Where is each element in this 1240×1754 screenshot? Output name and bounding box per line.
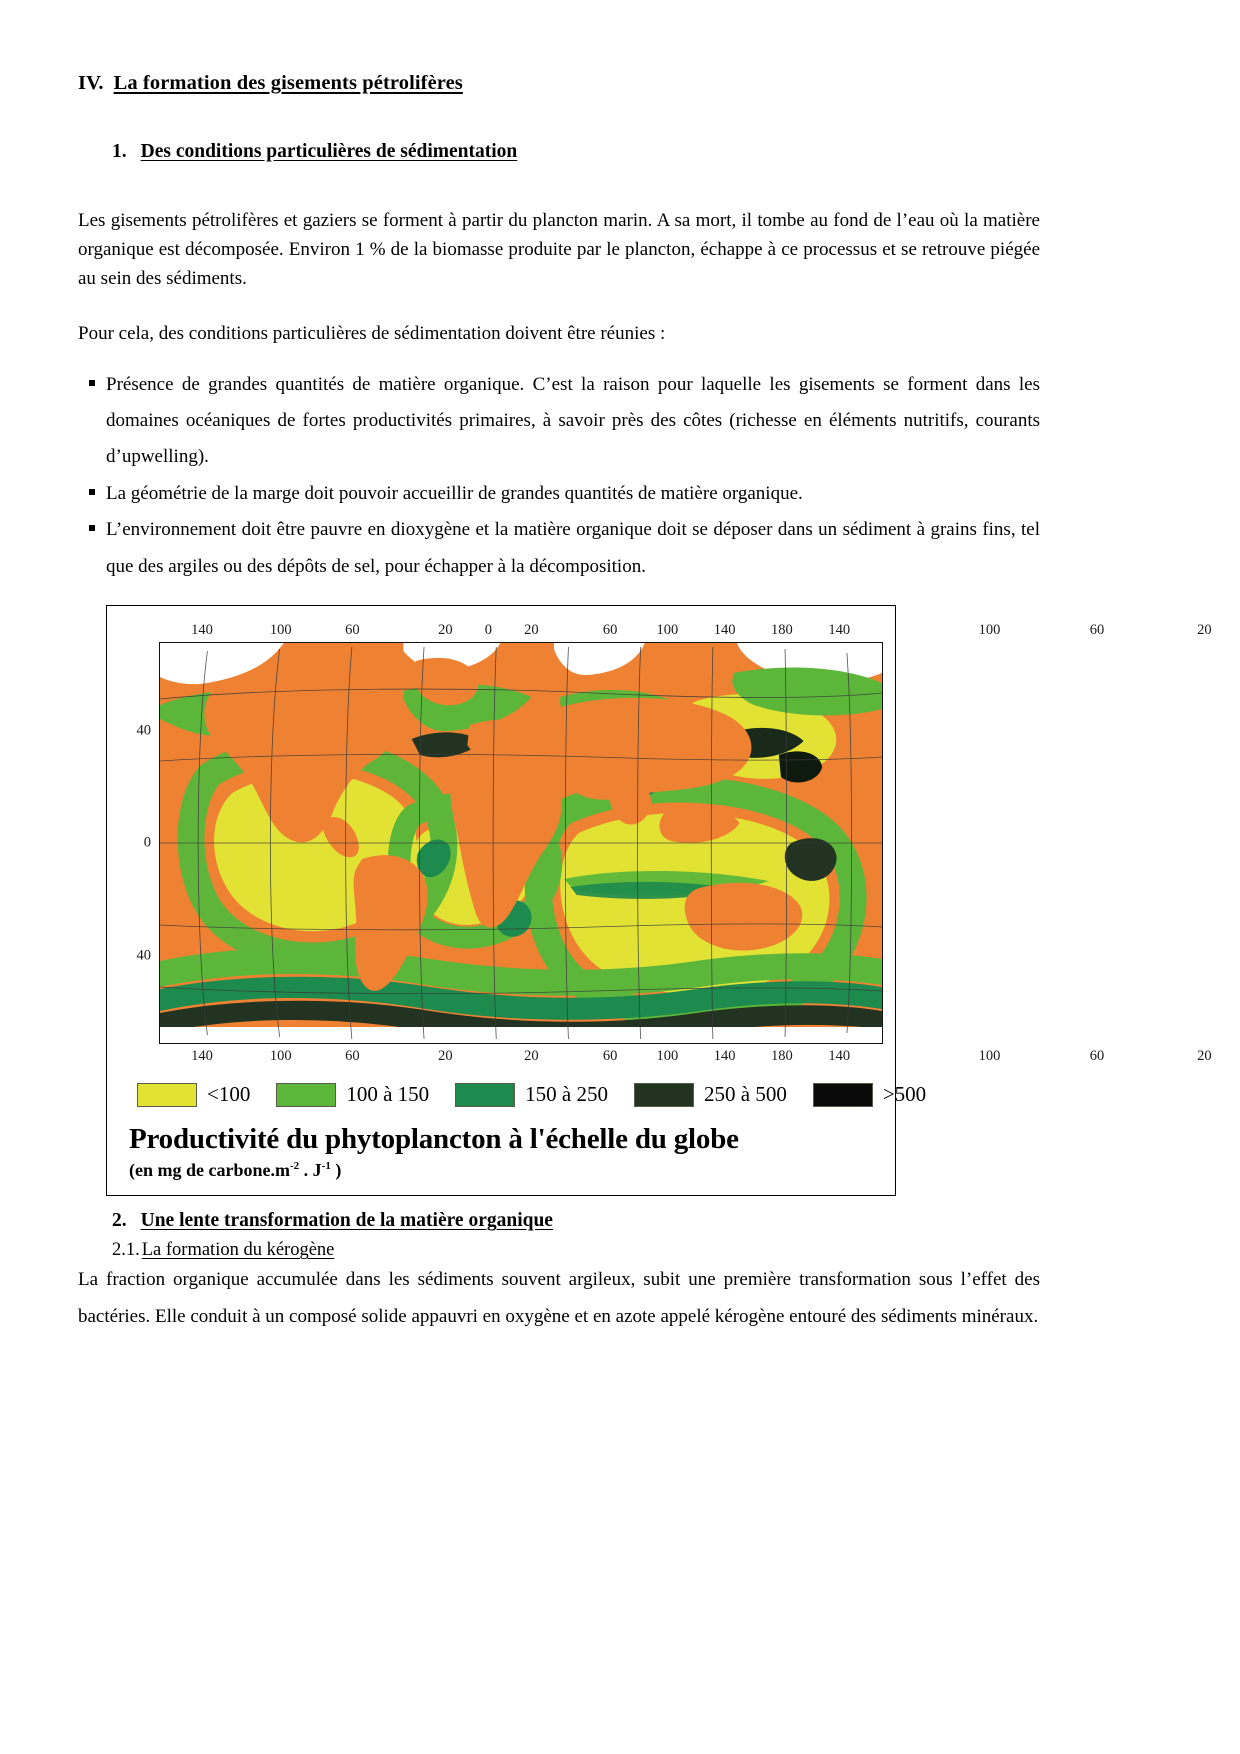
square-bullet-icon xyxy=(89,489,95,495)
legend-label: >500 xyxy=(882,1082,927,1107)
square-bullet-icon xyxy=(89,525,95,531)
legend-item xyxy=(634,1082,787,1107)
map-left-axis xyxy=(119,642,159,1044)
top-axis-tick: 0 xyxy=(484,622,492,639)
lead-in-paragraph: Pour cela, des conditions particulières de sédimentation doivent être réunies : xyxy=(78,322,666,344)
subsection-2-1-heading xyxy=(112,1240,1040,1261)
bottom-axis-tick: 20 xyxy=(438,1048,453,1065)
figure-caption-title: Productivité du phytoplancton à l'échelle du globe xyxy=(129,1123,739,1156)
bottom-axis-tick: 60 xyxy=(1089,1048,1105,1065)
legend-color-swatch xyxy=(276,1083,336,1107)
map-bottom-axis xyxy=(159,1048,1212,1068)
figure-caption-units xyxy=(129,1160,883,1181)
top-axis-tick: 20 xyxy=(438,622,453,639)
list-item-text: La géométrie de la marge doit pouvoir accueillir de grandes quantités de matière organique. xyxy=(106,482,803,504)
subsection-1-heading xyxy=(112,141,1040,163)
left-axis-tick: 40 xyxy=(136,947,151,964)
phytoplankton-productivity-figure xyxy=(106,605,1212,1196)
subsection-1-title: Des conditions particulières de sédimentation xyxy=(140,141,518,162)
caption-exponent-2: -1 xyxy=(321,1160,331,1173)
list-item xyxy=(78,476,1040,512)
left-axis-tick: 40 xyxy=(136,722,151,739)
bottom-axis-tick: 100 xyxy=(269,1048,292,1065)
page-content xyxy=(78,72,1212,1335)
subsection-1-numeral: 1. xyxy=(112,141,127,162)
top-axis-tick: 140 xyxy=(191,622,213,639)
legend-label: 250 à 500 xyxy=(704,1082,787,1107)
world-map xyxy=(159,642,883,1044)
top-axis-tick: 20 xyxy=(524,622,539,639)
legend-label: 150 à 250 xyxy=(525,1082,608,1107)
bottom-axis-tick: 140 xyxy=(828,1048,851,1065)
legend-item xyxy=(813,1082,926,1107)
bottom-axis-tick: 140 xyxy=(191,1048,213,1065)
section-title: La formation des gisements pétrolifères xyxy=(113,72,463,94)
legend-item xyxy=(276,1082,429,1107)
list-item xyxy=(78,512,1040,585)
square-bullet-icon xyxy=(89,380,95,386)
closing-paragraph: La fraction organique accumulée dans les sédiments souvent argileux, subit une première transformation sous l’effet des bactéries. Elle conduit à un composé solide appauvri en oxygène et en azote appelé kérogène entouré des sédiments minéraux. xyxy=(78,1269,1040,1328)
intro-paragraph: Les gisements pétrolifères et gaziers se forment à partir du plancton marin. A sa mort, il tombe au fond de l’eau où la matière organique est décomposée. Environ 1 % de la biomasse produite par le plancton, échappe à ce processus et se retrouve piégée au sein des sédiments. xyxy=(78,210,1040,289)
list-item xyxy=(78,367,1040,476)
map-body xyxy=(119,642,883,1044)
subsection-2-1-numeral: 2.1. xyxy=(112,1240,140,1261)
map-top-axis xyxy=(159,622,1212,642)
map-wrapper xyxy=(119,622,1212,1068)
bottom-axis-tick: 100 xyxy=(656,1048,679,1065)
subsection-2-1-title: La formation du kérogène xyxy=(141,1240,335,1261)
left-axis-tick: 0 xyxy=(143,834,151,851)
top-axis-tick: 20 xyxy=(1197,622,1212,639)
top-axis-tick: 60 xyxy=(1089,622,1105,639)
legend-label: 100 à 150 xyxy=(346,1082,430,1107)
bottom-axis-tick: 100 xyxy=(978,1048,1001,1065)
caption-exponent-1: -2 xyxy=(289,1160,300,1173)
top-axis-tick: 60 xyxy=(345,622,360,639)
legend-item xyxy=(137,1082,250,1107)
section-numeral: IV. xyxy=(78,72,104,94)
bottom-axis-tick: 20 xyxy=(1197,1048,1212,1065)
legend-item xyxy=(455,1082,608,1107)
legend-color-swatch xyxy=(813,1083,873,1107)
top-axis-tick: 60 xyxy=(602,622,618,639)
section-heading xyxy=(78,72,1040,95)
subsection-2-title: Une lente transformation de la matière organique xyxy=(140,1210,553,1232)
top-axis-tick: 140 xyxy=(713,622,736,639)
legend-color-swatch xyxy=(137,1083,197,1107)
bottom-axis-tick: 60 xyxy=(602,1048,618,1065)
legend-label: <100 xyxy=(207,1082,251,1107)
top-axis-tick: 140 xyxy=(828,622,851,639)
subsection-2-heading xyxy=(112,1210,1040,1232)
map-graphics xyxy=(160,643,882,1043)
bottom-axis-tick: 140 xyxy=(713,1048,736,1065)
top-axis-tick: 180 xyxy=(771,622,793,639)
caption-units-prefix: (en mg de carbone.m xyxy=(129,1160,290,1181)
subsection-2-numeral: 2. xyxy=(112,1210,127,1232)
top-axis-tick: 100 xyxy=(978,622,1001,639)
legend-color-swatch xyxy=(455,1083,515,1107)
legend-color-swatch xyxy=(634,1083,694,1107)
caption-units-mid: . J xyxy=(299,1160,322,1181)
top-axis-tick: 100 xyxy=(269,622,292,639)
bottom-axis-tick: 180 xyxy=(771,1048,793,1065)
bottom-axis-tick: 20 xyxy=(524,1048,539,1065)
list-item-text: Présence de grandes quantités de matière organique. C’est la raison pour laquelle les gisements se forment dans les domaines océaniques de fortes productivités primaires, à savoir près des côtes (richesse en éléments nutritifs, courants d’upwelling). xyxy=(106,373,1040,468)
top-axis-tick: 100 xyxy=(656,622,679,639)
list-item-text: L’environnement doit être pauvre en dioxygène et la matière organique doit se déposer dans un sédiment à grains fins, tel que des argiles ou des dépôts de sel, pour échapper à la décomposition. xyxy=(106,519,1040,577)
map-legend xyxy=(137,1082,927,1107)
bottom-axis-tick: 60 xyxy=(345,1048,360,1065)
caption-units-suffix: ) xyxy=(330,1160,342,1181)
conditions-list xyxy=(78,367,1040,586)
